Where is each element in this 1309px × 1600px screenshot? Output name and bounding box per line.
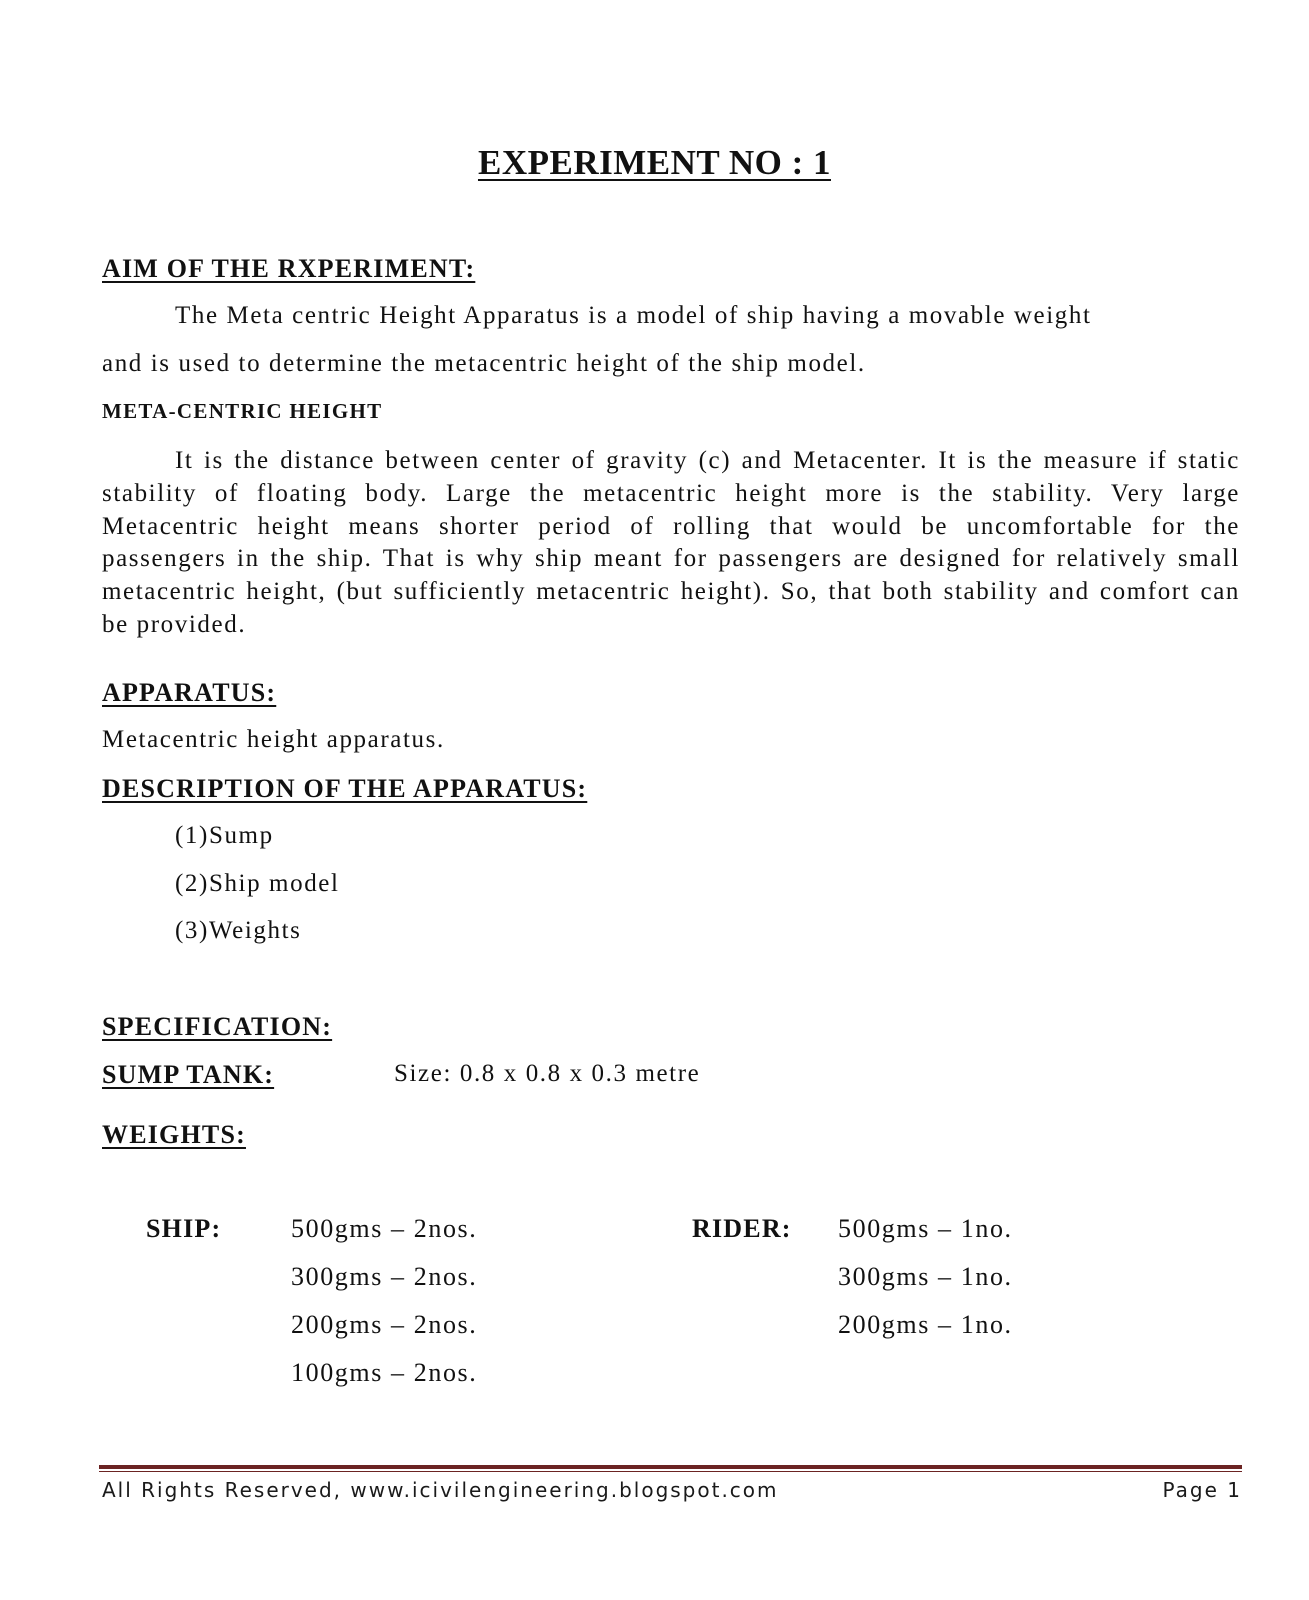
description-item-weights: (3)Weights [175, 917, 302, 944]
footer-page-number: Page 1 [1162, 1478, 1242, 1502]
rider-weight-item: 200gms – 1no. [838, 1310, 1013, 1339]
aim-line-2: and is used to determine the metacentric height of the ship model. [102, 350, 866, 377]
rider-weight-item: 300gms – 1no. [838, 1262, 1013, 1291]
footer-copyright: All Rights Reserved, www.icivilengineering.blogspot.com [102, 1478, 779, 1502]
aim-heading: AIM OF THE RXPERIMENT: [102, 254, 476, 283]
metacentric-heading: META-CENTRIC HEIGHT [102, 399, 383, 423]
apparatus-heading: APPARATUS: [102, 678, 277, 707]
sump-tank-label: SUMP TANK: [102, 1060, 275, 1089]
footer-divider [99, 1465, 1242, 1472]
description-item-ship-model: (2)Ship model [175, 870, 340, 897]
weights-heading: WEIGHTS: [102, 1120, 246, 1149]
ship-weight-item: 200gms – 2nos. [291, 1310, 478, 1339]
metacentric-paragraph: It is the distance between center of gravity (c) and Metacenter. It is the measure if static stability of floating body. Large the metacentric height more is the stability. Very large Metacentric height means shorter period of rolling that would be uncomfortable for the passengers in the ship. That is why ship meant for passengers are designed for relatively small metacentric height, (but sufficiently metacentric height). So, that both stability and comfort can be provided. [102, 447, 1240, 638]
apparatus-text: Metacentric height apparatus. [102, 726, 445, 753]
aim-line-1: The Meta centric Height Apparatus is a model of ship having a movable weight [175, 302, 1092, 329]
rider-label: RIDER: [692, 1214, 792, 1243]
description-heading: DESCRIPTION OF THE APPARATUS: [102, 774, 588, 803]
page-title: EXPERIMENT NO : 1 [477, 143, 831, 182]
description-item-sump: (1)Sump [175, 822, 274, 849]
ship-weight-item: 300gms – 2nos. [291, 1262, 478, 1291]
sump-tank-size: Size: 0.8 x 0.8 x 0.3 metre [394, 1060, 701, 1087]
ship-label: SHIP: [146, 1214, 222, 1243]
ship-weight-item: 500gms – 2nos. [291, 1214, 478, 1243]
rider-weight-item: 500gms – 1no. [838, 1214, 1013, 1243]
specification-heading: SPECIFICATION: [102, 1012, 333, 1041]
ship-weight-item: 100gms – 2nos. [291, 1358, 478, 1387]
